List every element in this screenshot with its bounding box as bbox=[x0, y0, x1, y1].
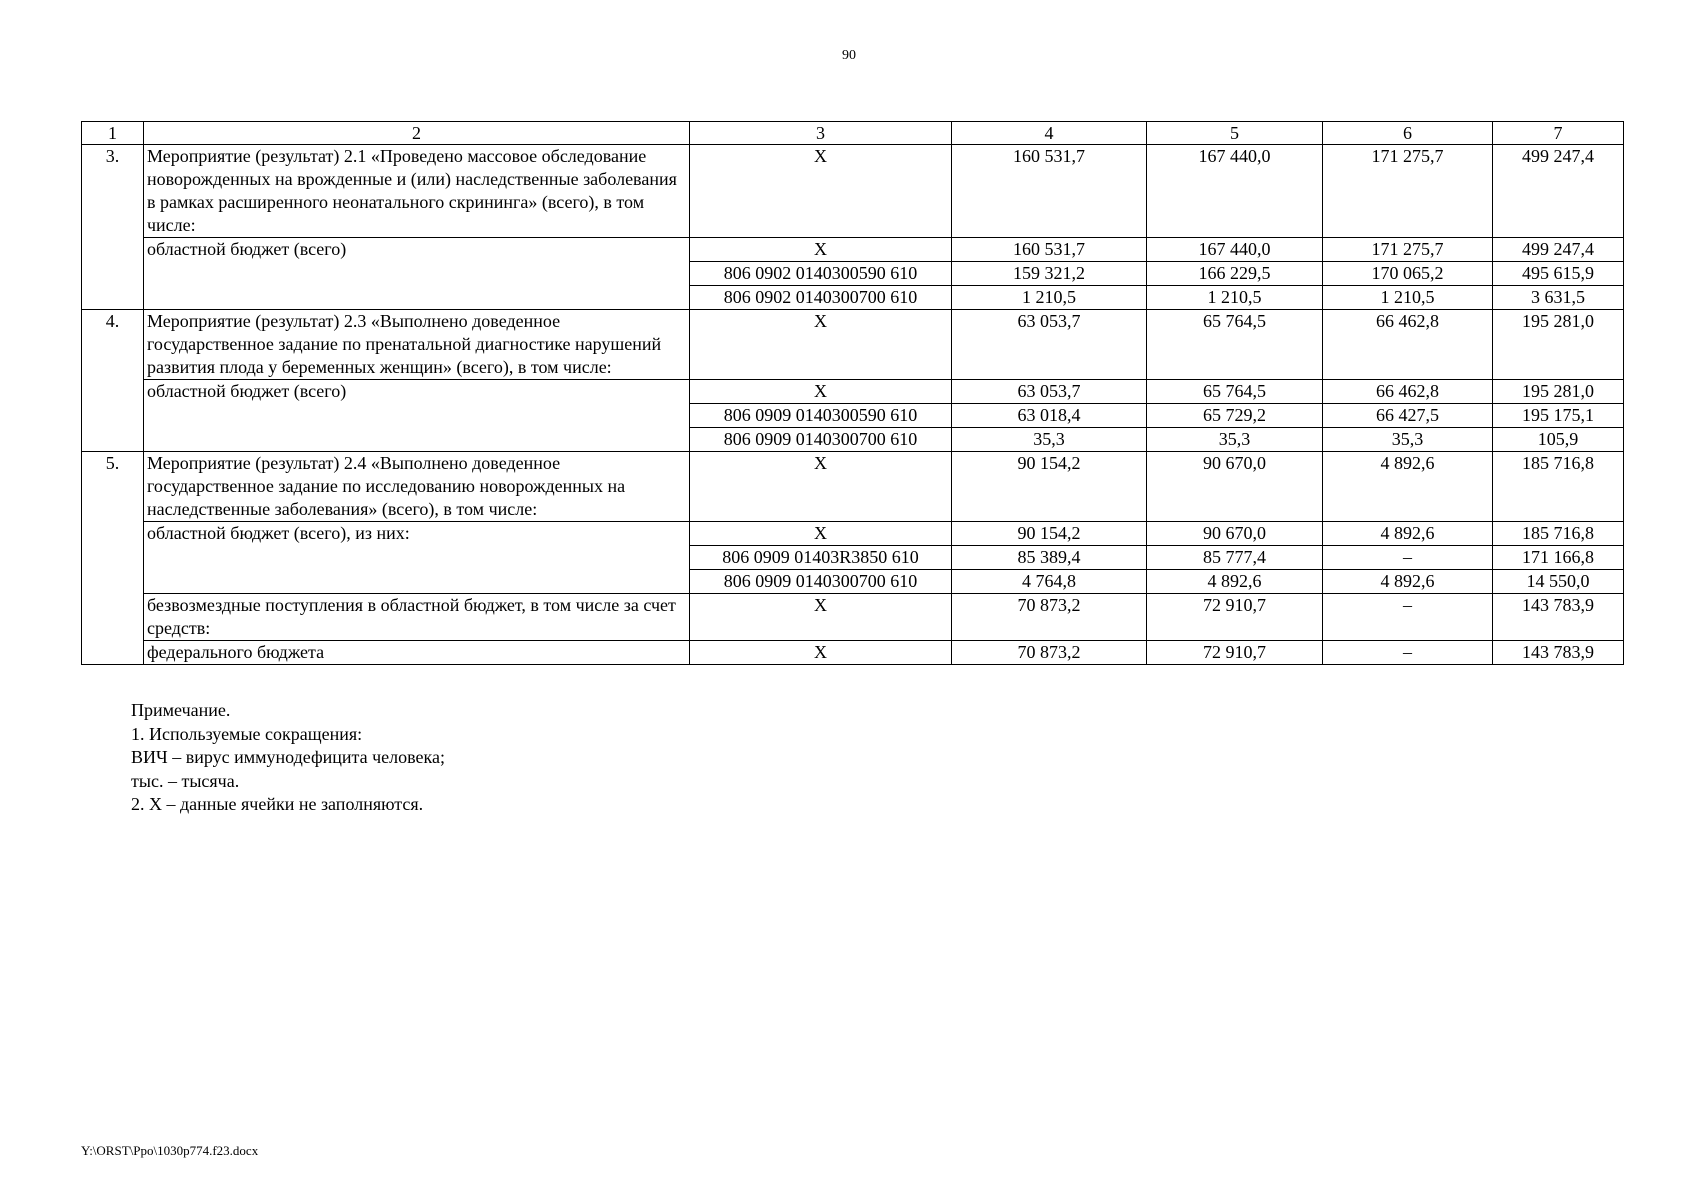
code-cell: 806 0902 0140300700 610 bbox=[690, 286, 952, 310]
value-cell-5: 35,3 bbox=[1147, 428, 1323, 452]
table-row bbox=[82, 522, 1624, 546]
value-cell-7: 3 631,5 bbox=[1493, 286, 1624, 310]
notes-block bbox=[131, 699, 445, 817]
value-cell-6: 4 892,6 bbox=[1323, 522, 1493, 546]
value-cell-6: 4 892,6 bbox=[1323, 452, 1493, 522]
page-number: 90 bbox=[842, 48, 856, 63]
note-line: ВИЧ – вирус иммунодефицита человека; bbox=[131, 747, 445, 767]
value-cell-4: 63 053,7 bbox=[952, 310, 1147, 380]
value-cell-6: 66 462,8 bbox=[1323, 310, 1493, 380]
value-cell-4: 90 154,2 bbox=[952, 522, 1147, 546]
code-cell: X bbox=[690, 380, 952, 404]
value-cell-4: 159 321,2 bbox=[952, 262, 1147, 286]
header-cell: 3 bbox=[690, 122, 952, 145]
description-cell: областной бюджет (всего) bbox=[144, 238, 690, 310]
value-cell-6: 171 275,7 bbox=[1323, 238, 1493, 262]
value-cell-6: 171 275,7 bbox=[1323, 145, 1493, 238]
value-cell-4: 70 873,2 bbox=[952, 594, 1147, 641]
value-cell-7: 495 615,9 bbox=[1493, 262, 1624, 286]
value-cell-5: 90 670,0 bbox=[1147, 522, 1323, 546]
value-cell-6: 170 065,2 bbox=[1323, 262, 1493, 286]
table-row bbox=[82, 238, 1624, 262]
header-cell: 7 bbox=[1493, 122, 1624, 145]
code-cell: 806 0909 0140300700 610 bbox=[690, 428, 952, 452]
description-cell: безвозмездные поступления в областной бюджет, в том числе за счет средств: bbox=[144, 594, 690, 641]
code-cell: 806 0902 0140300590 610 bbox=[690, 262, 952, 286]
note-line: тыс. – тысяча. bbox=[131, 770, 240, 791]
budget-table bbox=[81, 121, 1624, 665]
code-cell: 806 0909 0140300700 610 bbox=[690, 570, 952, 594]
description-cell: федерального бюджета bbox=[144, 641, 690, 665]
value-cell-7: 195 175,1 bbox=[1493, 404, 1624, 428]
row-number: 3. bbox=[82, 145, 144, 310]
code-cell: X bbox=[690, 238, 952, 262]
header-cell: 2 bbox=[144, 122, 690, 145]
value-cell-7: 185 716,8 bbox=[1493, 452, 1624, 522]
value-cell-6: 4 892,6 bbox=[1323, 570, 1493, 594]
value-cell-7: 499 247,4 bbox=[1493, 145, 1624, 238]
value-cell-5: 72 910,7 bbox=[1147, 641, 1323, 665]
description-cell: областной бюджет (всего) bbox=[144, 380, 690, 452]
value-cell-6: 35,3 bbox=[1323, 428, 1493, 452]
header-cell: 5 bbox=[1147, 122, 1323, 145]
value-cell-4: 70 873,2 bbox=[952, 641, 1147, 665]
value-cell-5: 65 764,5 bbox=[1147, 380, 1323, 404]
value-cell-7: 185 716,8 bbox=[1493, 522, 1624, 546]
value-cell-7: 195 281,0 bbox=[1493, 380, 1624, 404]
file-path-footer: Y:\ORST\Ppo\1030p774.f23.docx bbox=[81, 1143, 259, 1158]
code-cell: X bbox=[690, 522, 952, 546]
table-row bbox=[82, 594, 1624, 641]
table-row bbox=[82, 380, 1624, 404]
value-cell-5: 85 777,4 bbox=[1147, 546, 1323, 570]
table-row bbox=[82, 452, 1624, 522]
note-line: 1. Используемые сокращения: bbox=[131, 723, 363, 744]
header-cell: 4 bbox=[952, 122, 1147, 145]
value-cell-5: 166 229,5 bbox=[1147, 262, 1323, 286]
value-cell-7: 499 247,4 bbox=[1493, 238, 1624, 262]
value-cell-5: 4 892,6 bbox=[1147, 570, 1323, 594]
value-cell-4: 63 018,4 bbox=[952, 404, 1147, 428]
header-row bbox=[82, 122, 1624, 145]
code-cell: X bbox=[690, 641, 952, 665]
value-cell-7: 195 281,0 bbox=[1493, 310, 1624, 380]
row-number: 5. bbox=[82, 452, 144, 665]
value-cell-5: 65 729,2 bbox=[1147, 404, 1323, 428]
value-cell-4: 1 210,5 bbox=[952, 286, 1147, 310]
table-row bbox=[82, 641, 1624, 665]
value-cell-6: – bbox=[1323, 594, 1493, 641]
value-cell-7: 171 166,8 bbox=[1493, 546, 1624, 570]
value-cell-5: 167 440,0 bbox=[1147, 238, 1323, 262]
value-cell-4: 63 053,7 bbox=[952, 380, 1147, 404]
value-cell-4: 35,3 bbox=[952, 428, 1147, 452]
code-cell: X bbox=[690, 145, 952, 238]
code-cell: 806 0909 01403R3850 610 bbox=[690, 546, 952, 570]
table-row bbox=[82, 145, 1624, 238]
code-cell: X bbox=[690, 452, 952, 522]
value-cell-4: 90 154,2 bbox=[952, 452, 1147, 522]
note-title: Примечание. bbox=[131, 700, 231, 720]
row-number: 4. bbox=[82, 310, 144, 452]
description-cell: Мероприятие (результат) 2.3 «Выполнено доведенное государственное задание по пренатальной диагностике нарушений развития плода у беременных женщин» (всего), в том числе: bbox=[144, 310, 690, 380]
value-cell-4: 85 389,4 bbox=[952, 546, 1147, 570]
code-cell: X bbox=[690, 594, 952, 641]
value-cell-7: 143 783,9 bbox=[1493, 594, 1624, 641]
description-cell: Мероприятие (результат) 2.4 «Выполнено доведенное государственное задание по исследованию новорожденных на наследственные заболевания» (всего), в том числе: bbox=[144, 452, 690, 522]
value-cell-4: 160 531,7 bbox=[952, 145, 1147, 238]
value-cell-6: – bbox=[1323, 641, 1493, 665]
description-cell: Мероприятие (результат) 2.1 «Проведено массовое обследование новорожденных на врожденные и (или) наследственные заболевания в рамках расширенного неонатального скрининга» (всего), в том числе: bbox=[144, 145, 690, 238]
value-cell-7: 105,9 bbox=[1493, 428, 1624, 452]
code-cell: X bbox=[690, 310, 952, 380]
value-cell-5: 167 440,0 bbox=[1147, 145, 1323, 238]
value-cell-5: 72 910,7 bbox=[1147, 594, 1323, 641]
table-row bbox=[82, 310, 1624, 380]
value-cell-6: 66 427,5 bbox=[1323, 404, 1493, 428]
value-cell-5: 65 764,5 bbox=[1147, 310, 1323, 380]
value-cell-4: 4 764,8 bbox=[952, 570, 1147, 594]
header-cell: 1 bbox=[82, 122, 144, 145]
value-cell-5: 90 670,0 bbox=[1147, 452, 1323, 522]
value-cell-6: – bbox=[1323, 546, 1493, 570]
note-line: 2. X – данные ячейки не заполняются. bbox=[131, 794, 424, 814]
value-cell-6: 1 210,5 bbox=[1323, 286, 1493, 310]
header-cell: 6 bbox=[1323, 122, 1493, 145]
value-cell-6: 66 462,8 bbox=[1323, 380, 1493, 404]
value-cell-5: 1 210,5 bbox=[1147, 286, 1323, 310]
value-cell-7: 143 783,9 bbox=[1493, 641, 1624, 665]
value-cell-4: 160 531,7 bbox=[952, 238, 1147, 262]
description-cell: областной бюджет (всего), из них: bbox=[144, 522, 690, 594]
code-cell: 806 0909 0140300590 610 bbox=[690, 404, 952, 428]
value-cell-7: 14 550,0 bbox=[1493, 570, 1624, 594]
